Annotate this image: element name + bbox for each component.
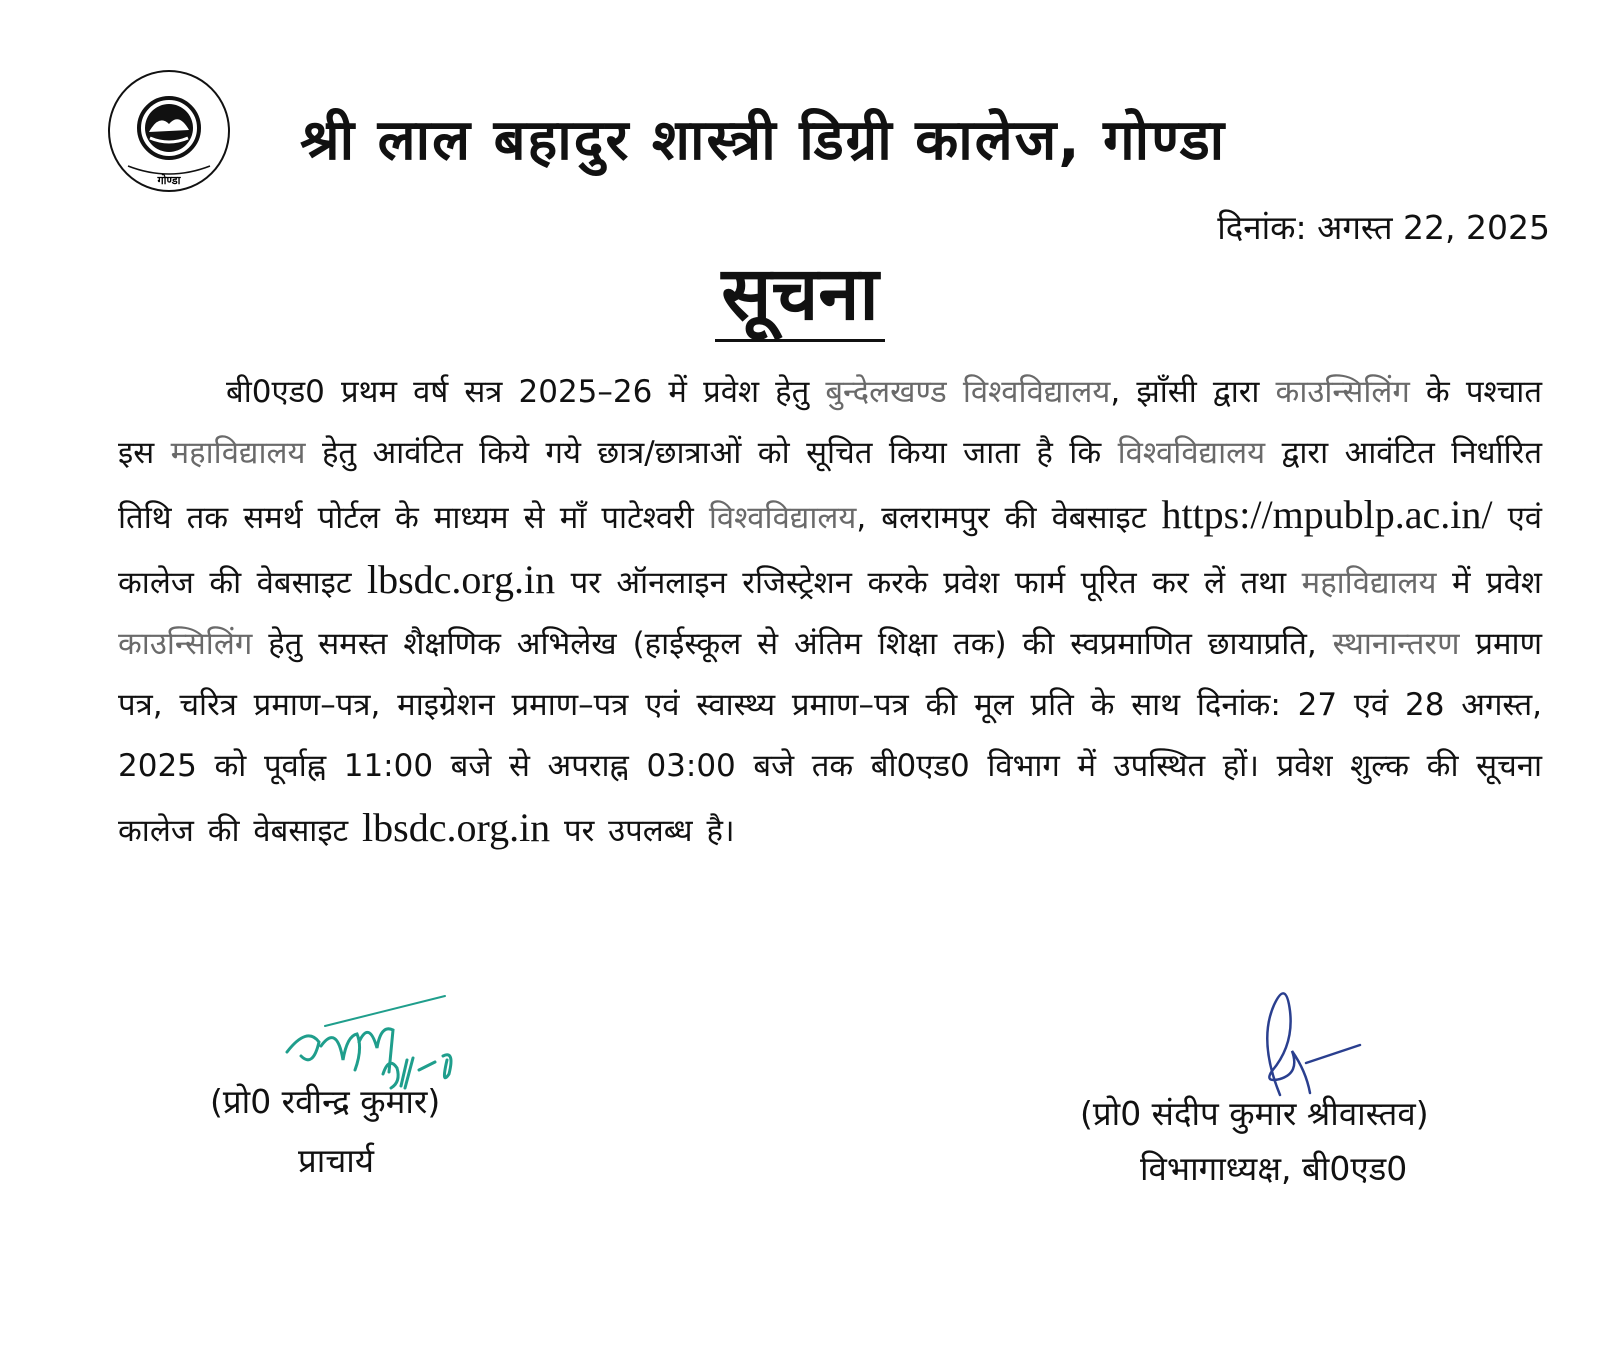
college-seal-logo	[104, 66, 234, 196]
body-segment: बी0एड0 प्रथम वर्ष सत्र 2025–26 में प्रवेश हेतु	[226, 374, 826, 410]
hod-signature	[1240, 975, 1370, 1105]
college-website-url: lbsdc.org.in	[366, 557, 556, 602]
body-segment: एवं कालेज की वेबसाइट	[118, 500, 1542, 601]
principal-name: (प्रो0 रवीन्द्र कुमार)	[210, 1082, 441, 1121]
college-word: महाविद्यालय	[1301, 565, 1437, 601]
university-name: बुन्देलखण्ड विश्वविद्यालय	[825, 374, 1111, 410]
principal-designation: प्राचार्य	[298, 1141, 374, 1180]
university-website-url: https://mpublp.ac.in/	[1161, 492, 1493, 537]
body-segment: पर ऑनलाइन रजिस्ट्रेशन करके प्रवेश फार्म पूरित कर लें तथा	[555, 565, 1302, 601]
hod-name: (प्रो0 संदीप कुमार श्रीवास्तव)	[1080, 1094, 1429, 1133]
college-word: महाविद्यालय	[170, 435, 306, 471]
body-segment: हेतु समस्त शैक्षणिक अभिलेख (हाईस्कूल से अंतिम शिक्षा तक) की स्वप्रमाणित छायाप्रति,	[252, 626, 1333, 662]
body-segment: प्रमाण पत्र, चरित्र प्रमाण–पत्र, माइग्रेशन प्रमाण–पत्र एवं स्वास्थ्य प्रमाण–पत्र की मूल प्रति के साथ दिनांक: 27 एवं 28 अगस्त, 2025 को पूर्वाह्न 11:00 बजे से अपराह्न 03:00 बजे तक बी0एड0 विभाग में उपस्थित हों। प्रवेश शुल्क की सूचना कालेज की वेबसाइट	[118, 626, 1542, 849]
hod-designation: विभागाध्यक्ष, बी0एड0	[1140, 1149, 1408, 1188]
principal-signature-block	[210, 1078, 510, 1182]
college-website-url: lbsdc.org.in	[362, 805, 551, 850]
counselling-word: काउन्सिलिंग	[118, 626, 253, 662]
notice-date: दिनांक: अगस्त 22, 2025	[1217, 208, 1550, 247]
body-segment: , बलरामपुर की वेबसाइट	[856, 500, 1162, 536]
logo-bottom-text: गोण्डा	[157, 174, 181, 187]
body-segment: के पश्चात इस	[118, 374, 1542, 471]
university-word: विश्वविद्यालय	[708, 500, 857, 536]
body-segment: में प्रवेश	[1436, 565, 1543, 601]
hod-signature-block	[1080, 1090, 1550, 1190]
university-word: विश्वविद्यालय	[1117, 435, 1266, 471]
body-segment: द्वारा आवंटित निर्धारित तिथि तक समर्थ पोर्टल के माध्यम से माँ पाटेश्वरी	[118, 435, 1542, 536]
body-segment: पर उपलब्ध है।	[550, 813, 735, 849]
body-segment: , झाँसी द्वारा	[1110, 374, 1276, 410]
notice-heading: सूचना	[715, 250, 884, 342]
transfer-word: स्थानान्तरण	[1332, 626, 1460, 662]
notice-heading-wrap	[0, 250, 1600, 342]
college-name: श्री लाल बहादुर शास्त्री डिग्री कालेज, गोण्डा	[300, 108, 1227, 173]
notice-body	[118, 362, 1542, 862]
body-segment: हेतु आवंटित किये गये छात्र/छात्राओं को सूचित किया जाता है कि	[305, 435, 1118, 471]
counselling-word: काउन्सिलिंग	[1275, 374, 1410, 410]
